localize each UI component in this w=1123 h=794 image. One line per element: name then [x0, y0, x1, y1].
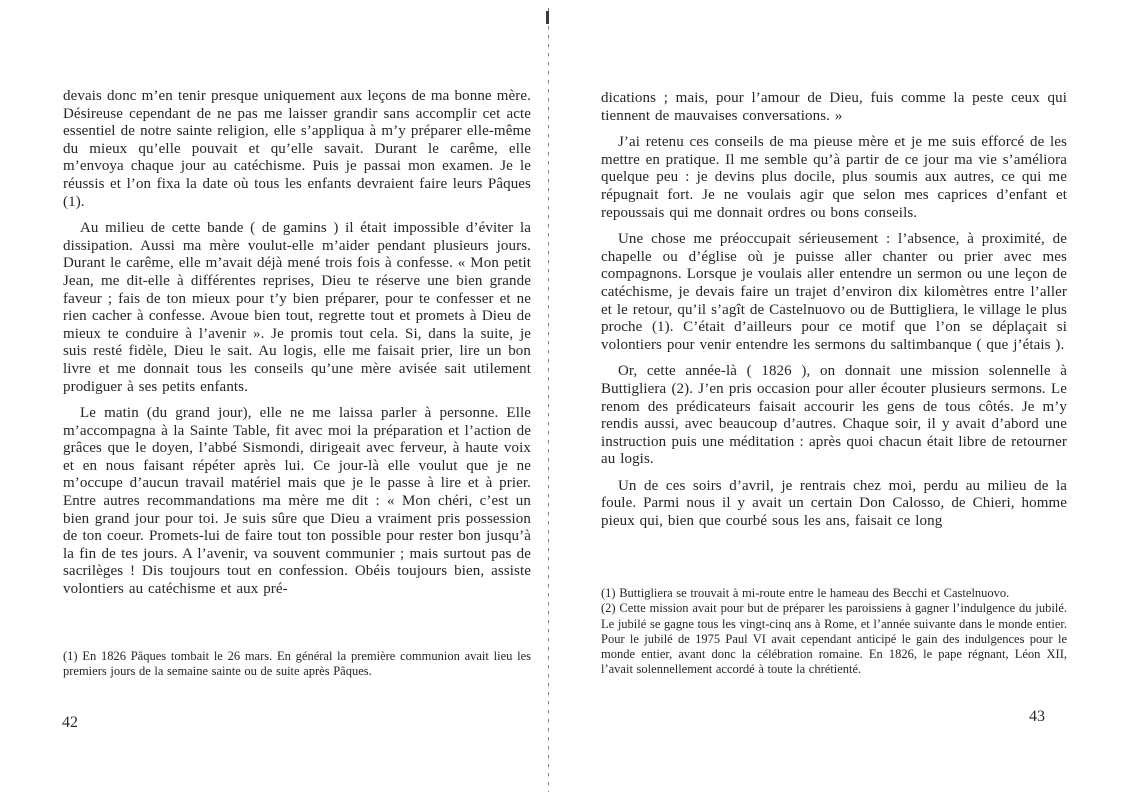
footnote: (2) Cette mission avait pour but de préparer les paroissiens à gagner l’indulgence du jubilé. Le jubilé se gagne tous les vingt-cinq ans à Rome, et l’année suivante dans le monde entier. Pour le jubilé de 1975 Paul VI avait cependant anticipé le gain des indulgences pour le monde entier, avant donc la célébration romaine. En 1826, le pape régnant, Léon XII, l’avait solennellement accordé à toute la chrétienté.: [601, 601, 1067, 677]
right-page-body: [601, 90, 1067, 540]
footnote: (1) Buttigliera se trouvait à mi-route entre le hameau des Becchi et Castelnuovo.: [601, 586, 1010, 600]
right-page-footnotes: [601, 586, 1067, 678]
gutter-line: [548, 8, 549, 792]
footnote: (1) En 1826 Pâques tombait le 26 mars. En général la première communion avait lieu les premiers jours de la semaine sainte ou de suite après Pâques.: [63, 649, 531, 679]
paragraph: Le matin (du grand jour), elle ne me laissa parler à personne. Elle m’accompagna à la Sainte Table, fit avec moi la préparation et l’action de grâces que le doyen, l’abbé Sismondi, dirigeait avec ferveur, à haute voix et en nous faisant répéter après lui. Ce jour-là elle voulut que je ne m’occupe d’aucun travail matériel mais que je le passe à lire et à prier. Entre autres recommandations ma mère me dit : « Mon chéri, c’est un bien grand jour pour toi. Je suis sûre que Dieu a vraiment pris possession de ton coeur. Promets-lui de faire tout ton possible pour rester bon jusqu’à la fin de tes jours. A l’avenir, va souvent communier ; mais surtout pas de sacrilèges ! Dis toujours tout en confession. Obéis toujours bien, assiste volontiers au catéchisme et aux pré-: [63, 405, 531, 598]
paragraph: dications ; mais, pour l’amour de Dieu, fuis comme la peste ceux qui tiennent de mauvaises conversations. »: [601, 90, 1067, 124]
paragraph: Or, cette année-là ( 1826 ), on donnait une mission solennelle à Buttigliera (2). J’en pris occasion pour aller écouter plusieurs sermons. Le renom des prédicateurs faisait accourir les gens de tous côtés. Je m’y rendis aussi, avec beaucoup d’autres. Chaque soir, il y avait d’abord une instruction puis une méditation : après quoi chacun était libre de retourner au logis.: [601, 363, 1067, 468]
page-number-left: 42: [62, 714, 78, 731]
gutter-tick: [546, 11, 549, 24]
paragraph: Un de ces soirs d’avril, je rentrais chez moi, perdu au milieu de la foule. Parmi nous il y avait un certain Don Calosso, de Chieri, homme pieux qui, bien que courbé sous les ans, faisait ce long: [601, 477, 1067, 530]
paragraph: Au milieu de cette bande ( de gamins ) il était impossible d’éviter la dissipation. Aussi ma mère voulut-elle m’aider pendant plusieurs jours. Durant le carême, elle m’avait déjà mené trois fois à confesse. « Mon petit Jean, me dit-elle à différentes reprises, Dieu te réserve une bien grande faveur ; fais de ton mieux pour t’y bien préparer, pour te confesser et ne rien cacher à confesse. Avoue bien tout, regrette tout et promets à Dieu de mieux te conduire à l’avenir ». Je promis tout cela. Si, dans la suite, je suis resté fidèle, Dieu le sait. Au logis, elle me faisait prier, lire un bon livre et me donnait tous les conseils qu’une mère avisée sait utilement prodiguer à ses petits enfants.: [63, 220, 531, 395]
left-page-footnotes: [63, 649, 531, 680]
paragraph: devais donc m’en tenir presque uniquement aux leçons de ma bonne mère. Désireuse cependant de ne pas me laisser grandir sans accomplir cet acte essentiel de notre sainte religion, elle s’appliqua à m’y préparer elle-même du mieux qu’elle pouvait et qu’elle savait. Durant le carême, elle m’envoya chaque jour au catéchisme. Puis je passai mon examen. Je le réussis et l’on fixa la date où tous les enfants devraient faire leurs Pâques (1).: [63, 88, 531, 210]
page-number-right: 43: [1029, 708, 1045, 725]
paragraph: Une chose me préoccupait sérieusement : l’absence, à proximité, de chapelle ou d’église où je puisse aller chanter ou prier avec mes compagnons. Lorsque je voulais aller entendre un sermon ou une leçon de catéchisme, je devais faire un trajet d’environ dix kilomètres entre l’aller et le retour, qu’il s’agît de Castelnuovo ou de Buttigliera, le village le plus proche (1). C’était d’ailleurs pour ce motif que l’on se déplaçait si volontiers pour venir entendre les sermons du saltimbanque ( que j’étais ).: [601, 231, 1067, 353]
paragraph: J’ai retenu ces conseils de ma pieuse mère et je me suis efforcé de les mettre en pratique. Il me semble qu’à partir de ce jour ma vie s’améliora quelque peu : je devins plus docile, plus soumis aux autres, ce qui me répugnait fort. Je ne voulais agir que selon mes caprices d’enfant et repoussais qui me donnait ordres ou bons conseils.: [601, 134, 1067, 221]
left-page-body: [63, 88, 531, 608]
